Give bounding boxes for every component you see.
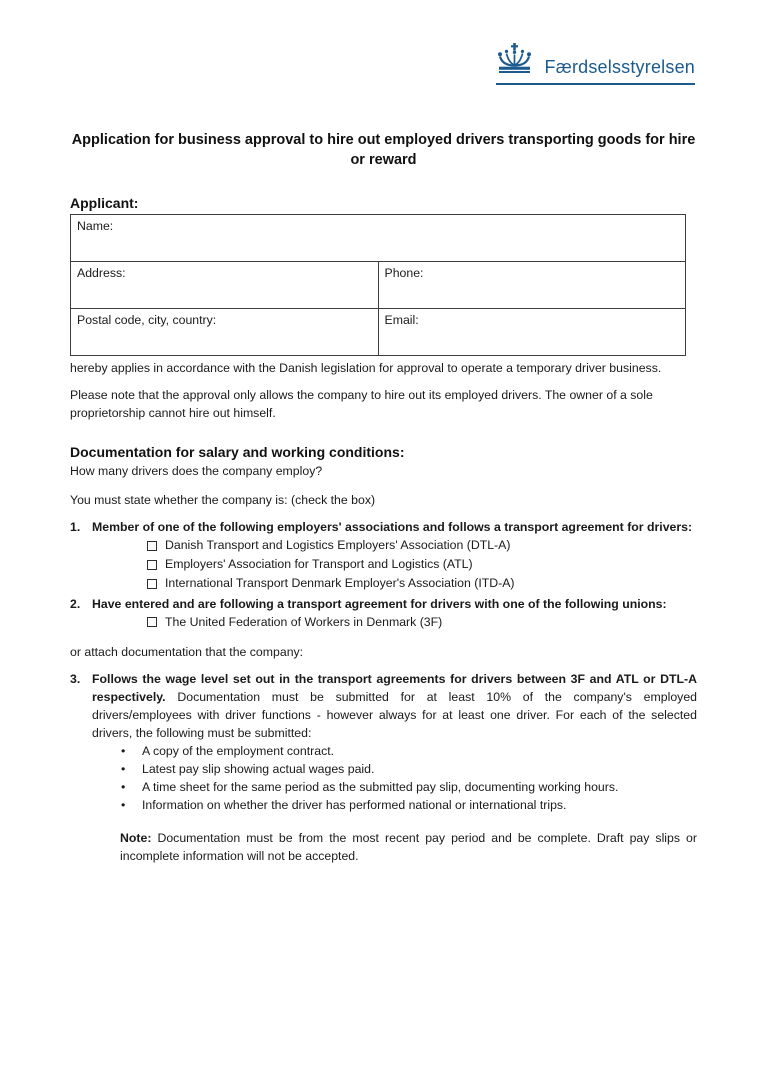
- address-field[interactable]: [71, 262, 379, 309]
- list-item: [121, 796, 697, 814]
- name-field-label: Name:: [77, 219, 114, 233]
- postal-code-field[interactable]: [71, 309, 379, 356]
- checkbox-icon[interactable]: [147, 541, 157, 551]
- documentation-heading: Documentation for salary and working conditions:: [70, 444, 405, 460]
- bullet-icon: •: [121, 761, 126, 776]
- applicant-table: [70, 214, 686, 356]
- checkbox-icon[interactable]: [147, 617, 157, 627]
- note-text: Documentation must be from the most recent pay period and be complete. Draft pay slips or incomplete information will not be accepted.: [120, 830, 697, 863]
- item-3-lead-bold: Follows the wage level set out in the transport agreements for drivers between 3F and ATL or DTL-A respectively.: [92, 671, 697, 704]
- bullet-icon: •: [121, 779, 126, 794]
- item-3-bullet-list: [121, 742, 697, 814]
- checkbox-option-3f: [147, 613, 697, 632]
- postal-code-field-label: Postal code, city, country:: [77, 313, 217, 327]
- faerdselsstyrelsen-logo: [496, 42, 695, 85]
- header: [0, 42, 768, 85]
- bullet-text: A time sheet for the same period as the submitted pay slip, documenting working hours.: [142, 779, 619, 794]
- item-2-number: 2.: [70, 596, 81, 611]
- note-paragraph: [120, 829, 697, 865]
- item-1-number: 1.: [70, 520, 81, 534]
- item-3-number: 3.: [70, 671, 81, 686]
- or-attach-text: or attach documentation that the company:: [70, 644, 304, 659]
- logo-text: Færdselsstyrelsen: [544, 57, 695, 77]
- document-title: Application for business approval to hire out employed drivers transporting goods for hire or reward: [71, 132, 696, 168]
- crown-icon: [496, 42, 533, 78]
- phone-field-label: Phone:: [384, 266, 424, 280]
- please-note-text: Please note that the approval only allows the company to hire out its employed drivers. The owner of a sole proprietorship cannot hire out himself.: [70, 388, 653, 420]
- email-field-label: Email:: [384, 313, 419, 327]
- checkbox-option-itda: [147, 574, 697, 593]
- item-1-text: Member of one of the following employers' associations and follows a transport agreement for drivers:: [92, 520, 693, 534]
- list-item-3: [70, 670, 697, 865]
- applicant-heading: Applicant:: [70, 195, 139, 211]
- phone-field[interactable]: [378, 262, 686, 309]
- email-field[interactable]: [378, 309, 686, 356]
- note-label: Note:: [120, 830, 152, 845]
- name-field[interactable]: [71, 215, 686, 262]
- item-2-text: Have entered and are following a transport agreement for drivers with one of the following unions:: [92, 596, 667, 611]
- bullet-text: A copy of the employment contract.: [142, 743, 335, 758]
- checkbox-icon[interactable]: [147, 579, 157, 589]
- employ-question-text: How many drivers does the company employ?: [70, 464, 323, 478]
- item-3-continuation: Documentation must be submitted for at least 10% of the company's employed drivers/employees with driver functions - however always for at least one driver. For each of the selected drivers, the following must be submitted:: [92, 689, 697, 740]
- checkbox-label: International Transport Denmark Employer's Association (ITD-A): [165, 576, 515, 591]
- list-item-2: [70, 595, 697, 613]
- item-2-options: [147, 613, 697, 632]
- hereby-applies-text: hereby applies in accordance with the Danish legislation for approval to operate a temporary driver business.: [70, 361, 662, 375]
- checkbox-option-atl: [147, 555, 697, 574]
- bullet-text: Latest pay slip showing actual wages paid.: [142, 761, 375, 776]
- bullet-icon: •: [121, 797, 126, 812]
- address-field-label: Address:: [77, 266, 126, 280]
- checkbox-label: The United Federation of Workers in Denmark (3F): [165, 614, 443, 629]
- check-instruction-text: You must state whether the company is: (check the box): [70, 493, 376, 507]
- item-1-options: [147, 536, 697, 594]
- item-3-body: [92, 670, 697, 865]
- item-3-text: [92, 670, 697, 742]
- table-row: [71, 215, 686, 262]
- list-item: [121, 760, 697, 778]
- list-item-1: [70, 518, 697, 536]
- list-item: [121, 778, 697, 796]
- checkbox-label: Danish Transport and Logistics Employers' Association (DTL-A): [165, 538, 511, 553]
- bullet-text: Information on whether the driver has performed national or international trips.: [142, 797, 567, 812]
- checkbox-label: Employers' Association for Transport and Logistics (ATL): [165, 557, 473, 572]
- table-row: [71, 262, 686, 309]
- list-item: [121, 742, 697, 760]
- checkbox-option-dtla: [147, 536, 697, 555]
- bullet-icon: •: [121, 743, 126, 758]
- checkbox-icon[interactable]: [147, 560, 157, 570]
- table-row: [71, 309, 686, 356]
